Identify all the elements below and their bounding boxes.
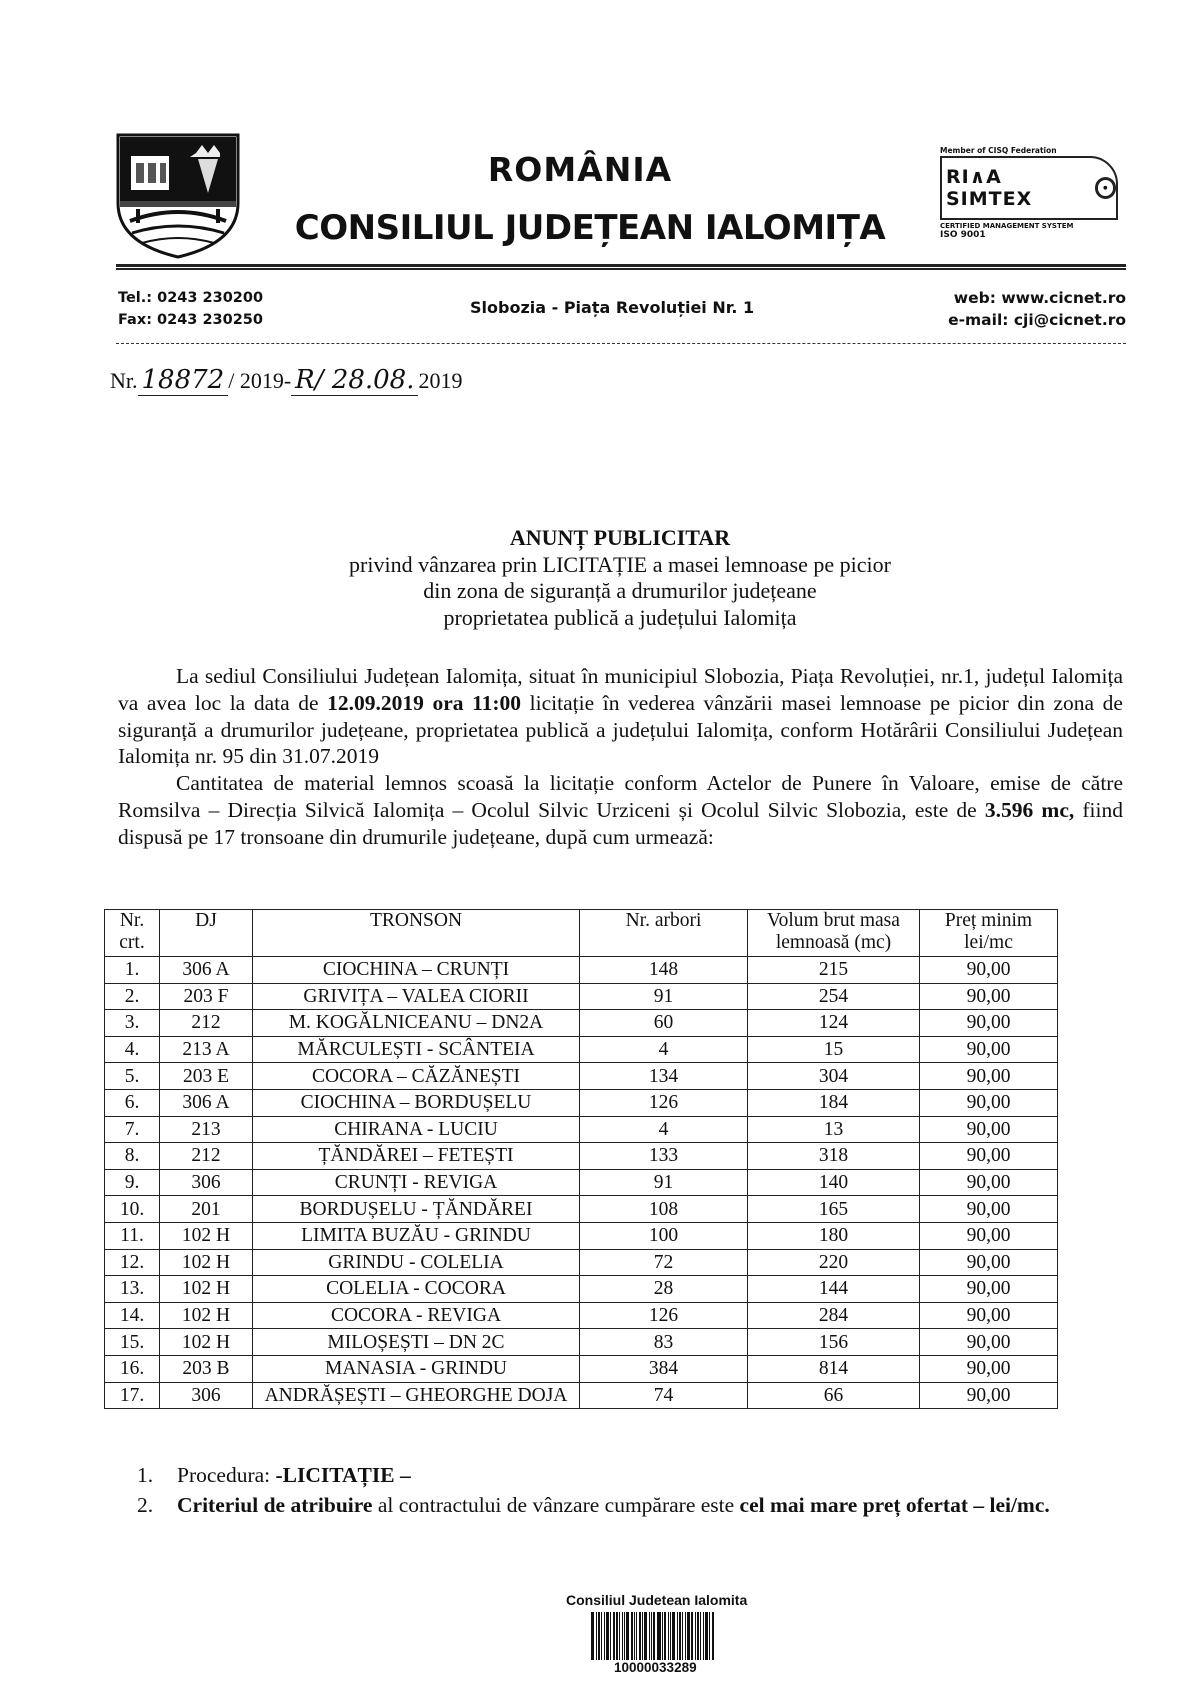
cell-tronson: COCORA – CĂZĂNEȘTI (253, 1063, 580, 1090)
institution-title: CONSILIUL JUDEȚEAN IALOMIȚA (294, 208, 886, 248)
cell-pret: 90,00 (920, 1116, 1058, 1143)
paragraph-auction-details: La sediul Consiliului Județean Ialomița, situat în municipiul Slobozia, Piața Revoluției, nr.1, județul Ialomița va avea loc la data de 12.09.2019 ora 11:00 licitație în vederea vânzării masei lemnoase pe picior din zona de siguranță a drumurilor județeane, proprietatea publică a județului Ialomița, conform Hotărârii Consiliului Județean Ialomița nr. 95 din 31.07.2019 (118, 664, 1123, 769)
road-sections-table (104, 909, 1058, 1409)
table-row (105, 1355, 1058, 1382)
cell-nr: 8. (105, 1143, 160, 1170)
table-row (105, 1063, 1058, 1090)
table-row (105, 1276, 1058, 1303)
header-divider (116, 264, 1126, 270)
cell-volum: 66 (748, 1382, 920, 1409)
cell-tronson: CHIRANA - LUCIU (253, 1116, 580, 1143)
cell-tronson: M. KOGĂLNICEANU – DN2A (253, 1010, 580, 1037)
cell-nr: 15. (105, 1329, 160, 1356)
phone-fax-block (118, 287, 263, 331)
total-volume: 3.596 mc, (984, 797, 1075, 822)
barcode-number: 10000033289 (614, 1660, 697, 1675)
cell-dj: 203 B (160, 1355, 253, 1382)
cell-nr: 3. (105, 1010, 160, 1037)
website: web: www.cicnet.ro (953, 289, 1126, 307)
country-title: ROMÂNIA (487, 150, 673, 189)
cell-nr: 16. (105, 1355, 160, 1382)
cell-nr: 11. (105, 1222, 160, 1249)
cell-dj: 212 (160, 1010, 253, 1037)
cell-arbori: 384 (580, 1355, 748, 1382)
table-row (105, 957, 1058, 984)
table-row (105, 1116, 1058, 1143)
cell-volum: 184 (748, 1089, 920, 1116)
announcement-body (118, 663, 1123, 851)
cell-volum: 124 (748, 1010, 920, 1037)
cell-arbori: 60 (580, 1010, 748, 1037)
cell-volum: 814 (748, 1355, 920, 1382)
cell-pret: 90,00 (920, 1249, 1058, 1276)
county-coat-of-arms-icon (116, 133, 240, 259)
cell-pret: 90,00 (920, 1222, 1058, 1249)
cell-dj: 201 (160, 1196, 253, 1223)
cell-dj: 306 (160, 1382, 253, 1409)
email: e-mail: cji@cicnet.ro (948, 311, 1126, 329)
cell-volum: 156 (748, 1329, 920, 1356)
cell-dj: 213 (160, 1116, 253, 1143)
heading-line-1: privind vânzarea prin LICITAȚIE a masei lemnoase pe picior (349, 551, 891, 577)
cell-nr: 2. (105, 983, 160, 1010)
cell-nr: 5. (105, 1063, 160, 1090)
col-header-tronson: TRONSON (253, 910, 580, 957)
cell-tronson: MĂRCULEȘTI - SCÂNTEIA (253, 1036, 580, 1063)
contact-divider (116, 343, 1126, 344)
cell-dj: 203 E (160, 1063, 253, 1090)
auction-datetime: 12.09.2019 ora 11:00 (327, 690, 522, 715)
cell-pret: 90,00 (920, 1169, 1058, 1196)
cell-arbori: 133 (580, 1143, 748, 1170)
cell-pret: 90,00 (920, 1276, 1058, 1303)
cell-tronson: COLELIA - COCORA (253, 1276, 580, 1303)
cell-dj: 212 (160, 1143, 253, 1170)
col-header-dj: DJ (160, 910, 253, 957)
table-row (105, 1010, 1058, 1037)
cert-federation-text: Member of CISQ Federation (940, 146, 1057, 155)
cell-volum: 165 (748, 1196, 920, 1223)
fax: Fax: 0243 230250 (118, 312, 263, 328)
cell-pret: 90,00 (920, 1010, 1058, 1037)
cell-dj: 102 H (160, 1302, 253, 1329)
procedure-list (137, 1460, 1127, 1520)
cell-tronson: BORDUȘELU - ȚĂNDĂREI (253, 1196, 580, 1223)
cell-arbori: 134 (580, 1063, 748, 1090)
cell-pret: 90,00 (920, 1063, 1058, 1090)
cert-seal-icon: ● (1095, 177, 1116, 199)
cell-volum: 254 (748, 983, 920, 1010)
heading-line-2: din zona de siguranță a drumurilor județeane (423, 578, 817, 603)
cell-tronson: CIOCHINA – CRUNȚI (253, 957, 580, 984)
col-header-arbori: Nr. arbori (580, 910, 748, 957)
cell-nr: 9. (105, 1169, 160, 1196)
cell-pret: 90,00 (920, 983, 1058, 1010)
cell-arbori: 148 (580, 957, 748, 984)
cell-tronson: GRINDU - COLELIA (253, 1249, 580, 1276)
cell-dj: 306 A (160, 1089, 253, 1116)
cell-volum: 220 (748, 1249, 920, 1276)
cell-volum: 13 (748, 1116, 920, 1143)
cell-arbori: 4 (580, 1116, 748, 1143)
cell-dj: 306 A (160, 957, 253, 984)
cell-pret: 90,00 (920, 1302, 1058, 1329)
cell-arbori: 91 (580, 1169, 748, 1196)
cell-dj: 102 H (160, 1329, 253, 1356)
cell-pret: 90,00 (920, 1355, 1058, 1382)
cell-tronson: COCORA - REVIGA (253, 1302, 580, 1329)
cell-arbori: 126 (580, 1302, 748, 1329)
list-item-procedure: 1. Procedura: -LICITAȚIE – (137, 1463, 411, 1487)
cert-box (940, 156, 1118, 220)
cell-nr: 17. (105, 1382, 160, 1409)
table-row (105, 1302, 1058, 1329)
web-email-block (948, 287, 1126, 331)
cert-system-text: CERTIFIED MANAGEMENT SYSTEM (940, 222, 1074, 230)
cell-pret: 90,00 (920, 1036, 1058, 1063)
cell-volum: 144 (748, 1276, 920, 1303)
reg-prefix: Nr. (110, 368, 138, 393)
reg-year-part: / 2019- (228, 368, 292, 393)
cell-arbori: 83 (580, 1329, 748, 1356)
cell-arbori: 100 (580, 1222, 748, 1249)
cell-tronson: LIMITA BUZĂU - GRINDU (253, 1222, 580, 1249)
cell-volum: 215 (748, 957, 920, 984)
cell-nr: 1. (105, 957, 160, 984)
cert-standard: ISO 9001 (940, 230, 986, 240)
iso-certification-badge (940, 146, 1120, 256)
col-header-volum: Volum brut masa lemnoasă (mc) (748, 910, 920, 957)
cell-dj: 203 F (160, 983, 253, 1010)
cell-dj: 102 H (160, 1276, 253, 1303)
cert-brand: RI∧A SIMTEX (946, 166, 1033, 210)
cell-arbori: 74 (580, 1382, 748, 1409)
heading-line-3: proprietatea publică a județului Ialomița (443, 604, 797, 630)
table-row (105, 1222, 1058, 1249)
table-row (105, 983, 1058, 1010)
cell-arbori: 108 (580, 1196, 748, 1223)
list-item-criterion: 2. Criteriul de atribuire al contractului de vânzare cumpărare este cel mai mare preț ofertat – lei/mc. (137, 1493, 1050, 1517)
cell-arbori: 91 (580, 983, 748, 1010)
table-row (105, 1089, 1058, 1116)
cell-arbori: 4 (580, 1036, 748, 1063)
reg-number-handwritten: 18872 (138, 365, 229, 396)
cell-pret: 90,00 (920, 957, 1058, 984)
registration-number (110, 365, 462, 396)
cell-pret: 90,00 (920, 1329, 1058, 1356)
telephone: Tel.: 0243 230200 (118, 290, 264, 306)
cell-volum: 180 (748, 1222, 920, 1249)
cell-tronson: MANASIA - GRINDU (253, 1355, 580, 1382)
cell-tronson: GRIVIȚA – VALEA CIORII (253, 983, 580, 1010)
cell-nr: 10. (105, 1196, 160, 1223)
table-row (105, 1143, 1058, 1170)
table-header-row (105, 910, 1058, 957)
table-row (105, 1249, 1058, 1276)
barcode-icon (591, 1612, 751, 1660)
cell-nr: 14. (105, 1302, 160, 1329)
cell-dj: 213 A (160, 1036, 253, 1063)
announcement-title: ANUNȚ PUBLICITAR (509, 525, 731, 550)
table-row (105, 1196, 1058, 1223)
col-header-pret: Preț minim lei/mc (920, 910, 1058, 957)
cell-nr: 13. (105, 1276, 160, 1303)
cell-nr: 7. (105, 1116, 160, 1143)
table-row (105, 1382, 1058, 1409)
cell-pret: 90,00 (920, 1143, 1058, 1170)
reg-date-handwritten: R/ 28.08. (291, 365, 418, 396)
cell-tronson: CIOCHINA – BORDUȘELU (253, 1089, 580, 1116)
cell-arbori: 72 (580, 1249, 748, 1276)
cell-nr: 12. (105, 1249, 160, 1276)
address: Slobozia - Piața Revoluției Nr. 1 (470, 298, 755, 317)
paragraph-quantity: Cantitatea de material lemnos scoasă la licitație conform Actelor de Punere în Valoare, emise de către Romsilva – Direcția Silvică Ialomița – Ocolul Silvic Urziceni și Ocolul Silvic Slobozia, este de 3.596 mc, fiind dispusă pe 17 tronsoane din drumurile județeane, după cum urmează: (118, 771, 1123, 849)
announcement-heading (200, 525, 1040, 631)
cell-volum: 318 (748, 1143, 920, 1170)
cell-dj: 102 H (160, 1249, 253, 1276)
barcode-label: Consiliul Judetean Ialomita (566, 1592, 748, 1608)
cell-volum: 140 (748, 1169, 920, 1196)
cell-tronson: MILOȘEȘTI – DN 2C (253, 1329, 580, 1356)
cell-tronson: CRUNȚI - REVIGA (253, 1169, 580, 1196)
table-row (105, 1036, 1058, 1063)
cell-pret: 90,00 (920, 1196, 1058, 1223)
table-row (105, 1329, 1058, 1356)
cell-volum: 304 (748, 1063, 920, 1090)
cell-dj: 102 H (160, 1222, 253, 1249)
cell-volum: 284 (748, 1302, 920, 1329)
cell-arbori: 126 (580, 1089, 748, 1116)
cell-nr: 4. (105, 1036, 160, 1063)
table-row (105, 1169, 1058, 1196)
cell-pret: 90,00 (920, 1089, 1058, 1116)
reg-year-suffix: 2019 (418, 368, 463, 393)
cell-tronson: ANDRĂȘEȘTI – GHEORGHE DOJA (253, 1382, 580, 1409)
cell-arbori: 28 (580, 1276, 748, 1303)
col-header-nr: Nr. crt. (105, 910, 160, 957)
cell-tronson: ȚĂNDĂREI – FETEȘTI (253, 1143, 580, 1170)
cell-nr: 6. (105, 1089, 160, 1116)
cell-volum: 15 (748, 1036, 920, 1063)
cell-dj: 306 (160, 1169, 253, 1196)
cell-pret: 90,00 (920, 1382, 1058, 1409)
